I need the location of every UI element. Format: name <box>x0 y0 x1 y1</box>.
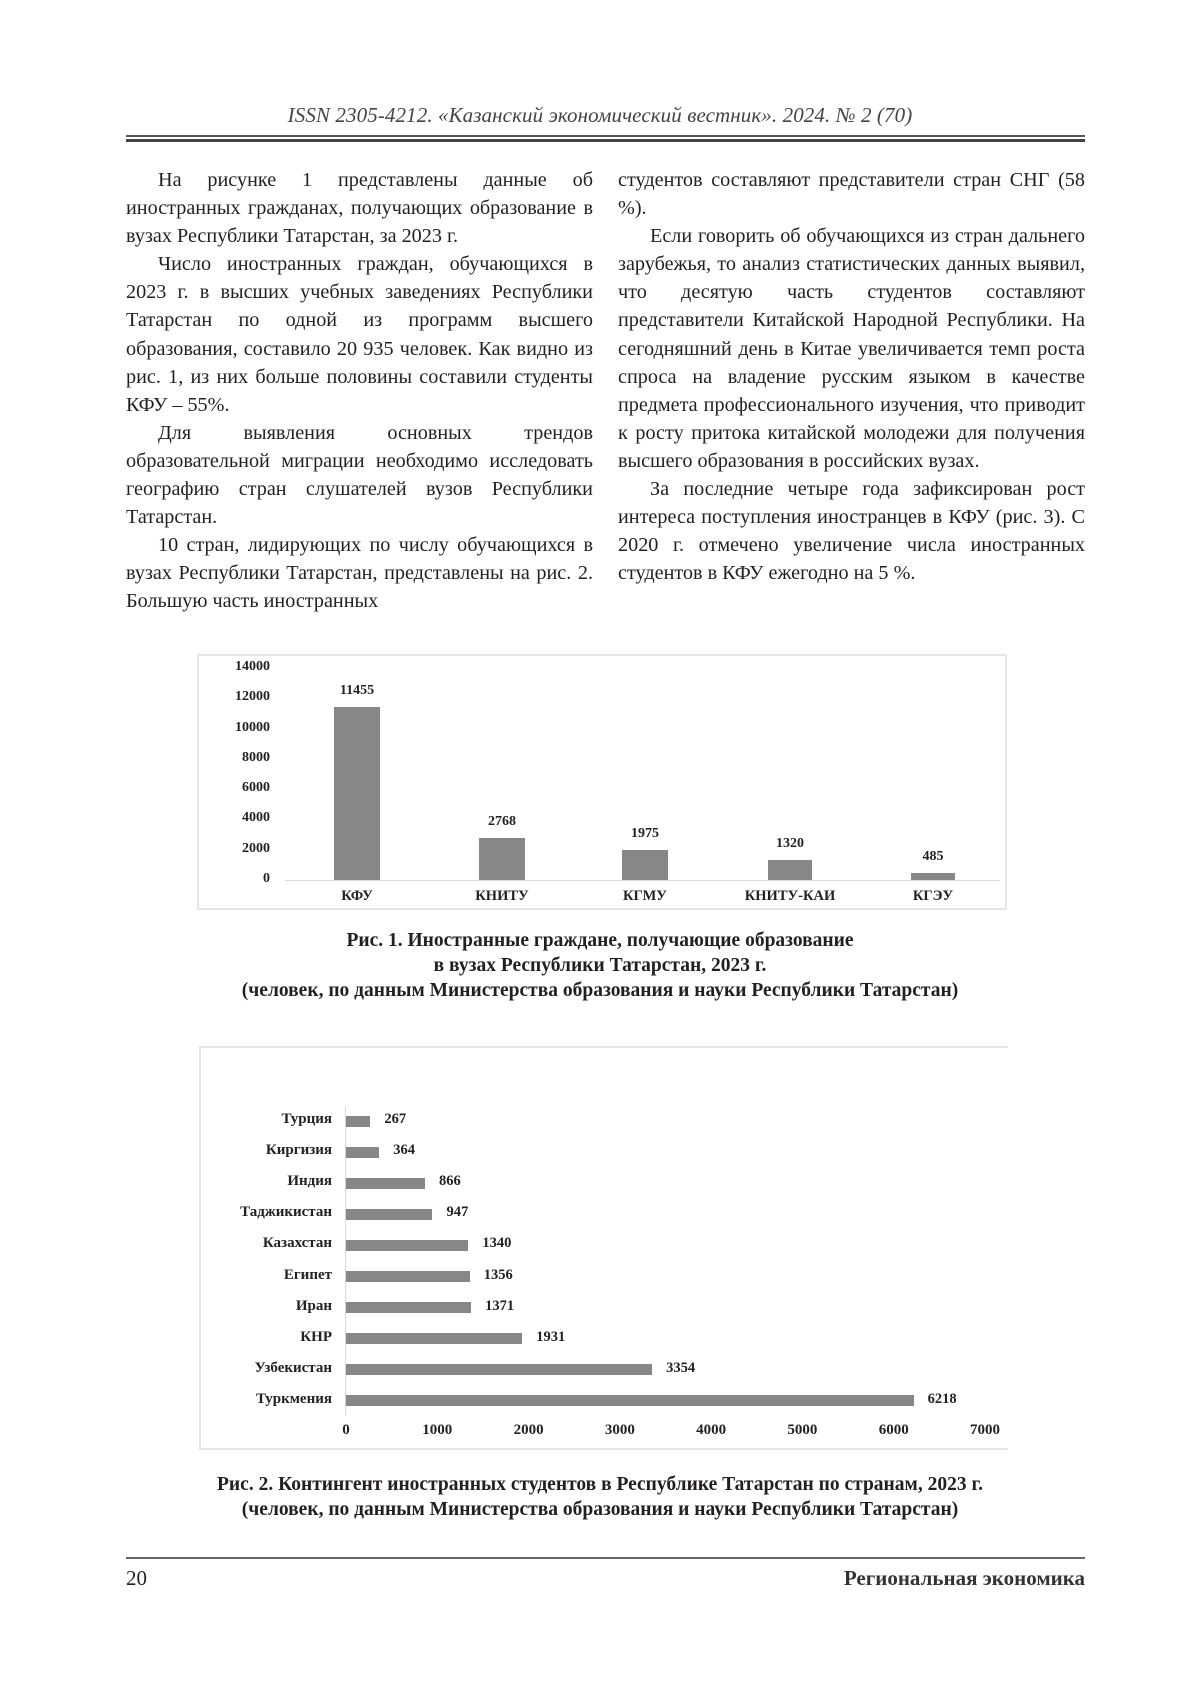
x-tick-label: 3000 <box>604 1422 635 1438</box>
x-tick-label: 1000 <box>422 1422 453 1438</box>
x-tick-label: 7000 <box>970 1422 1000 1438</box>
paragraph: На рисунке 1 представлены данные об иностранных гражданах, получающих образование в вузах Республики Татарстан, за 2023 г. <box>126 169 593 248</box>
bar-value-label: 866 <box>439 1173 461 1190</box>
y-tick-label: 14000 <box>235 659 270 674</box>
y-tick-label: 0 <box>263 871 270 886</box>
figure2-chart <box>199 1046 1008 1450</box>
caption-line: (человек, по данным Министерства образования и науки Республики Татарстан) <box>241 980 959 1001</box>
x-category-label: КНИТУ-КАИ <box>744 888 836 904</box>
y-tick-label: 8000 <box>242 749 270 765</box>
x-category-label: КГЭУ <box>912 888 954 904</box>
bar-value-label: 11455 <box>339 682 375 698</box>
paragraph: Если говорить об обучающихся из стран дальнего зарубежья, то анализ статистических данных выявил, что десятую часть студентов составляют представители Китайской Народной Республики. На сегодняшний день в Китае увеличивается темп роста спроса на владение русским языком в качестве предмета профессионального изучения, что приводит к росту притока китайской молодежи для получения высшего образования в российских вузах. <box>618 225 1085 472</box>
bar-value-label: 6218 <box>927 1390 957 1407</box>
x-category-label: КНИТУ <box>475 888 529 904</box>
left-column <box>126 166 593 616</box>
bar-value-label: 2768 <box>488 814 516 830</box>
y-category-label: КНР <box>300 1328 332 1345</box>
bar-value-label: 1371 <box>485 1297 515 1314</box>
header-rule-thick <box>126 139 1085 142</box>
y-tick-label: 12000 <box>235 689 270 705</box>
y-category-label: Туркмения <box>255 1390 332 1407</box>
y-tick-label: 10000 <box>235 719 270 735</box>
x-category-label: КГМУ <box>623 888 667 904</box>
page-number: 20 <box>126 1566 147 1590</box>
bar-value-label: 364 <box>393 1142 415 1159</box>
bar-value-label: 1931 <box>536 1328 566 1345</box>
y-category-label: Казахстан <box>262 1235 332 1252</box>
x-tick-label: 5000 <box>787 1422 818 1438</box>
y-category-label: Иран <box>295 1297 332 1314</box>
bar-value-label: 1975 <box>631 826 659 842</box>
paragraph: Для выявления основных трендов образовательной миграции необходимо исследовать географию стран слушателей вузов Республики Татарстан. <box>126 421 593 529</box>
caption-line: Рис. 1. Иностранные граждане, получающие образование <box>346 930 854 951</box>
y-category-label: Узбекистан <box>254 1359 332 1376</box>
figure1-chart <box>197 654 1007 910</box>
figure2-caption <box>0 1472 1200 1522</box>
x-tick-label: 4000 <box>696 1422 727 1438</box>
y-category-label: Турция <box>281 1111 332 1127</box>
y-category-label: Индия <box>287 1173 332 1190</box>
bar-value-label: 267 <box>384 1111 407 1127</box>
caption-line: в вузах Республики Татарстан, 2023 г. <box>433 955 767 976</box>
y-tick-label: 4000 <box>242 810 270 826</box>
section-title: Региональная экономика <box>843 1566 1085 1590</box>
journal-header: ISSN 2305-4212. «Казанский экономический вестник». 2024. № 2 (70) <box>287 103 913 127</box>
x-category-label: КФУ <box>341 888 373 904</box>
figure1-caption <box>0 928 1200 1003</box>
paragraph: Число иностранных граждан, обучающихся в 2023 г. в высших учебных заведениях Республики Татарстан по одной из программ высшего образования, составило 20 935 человек. Как видно из рис. 1, из них больше половины составили студенты КФУ – 55%. <box>126 253 593 416</box>
right-column <box>618 166 1085 587</box>
bar-value-label: 1356 <box>483 1266 513 1283</box>
bar-value-label: 485 <box>922 848 944 864</box>
y-category-label: Киргизия <box>265 1142 332 1159</box>
x-tick-label: 6000 <box>878 1422 909 1438</box>
paragraph: студентов составляют представители стран СНГ (58 %). <box>618 169 1085 220</box>
y-category-label: Египет <box>283 1266 332 1283</box>
x-tick-label: 2000 <box>513 1422 544 1438</box>
y-tick-label: 6000 <box>242 780 270 796</box>
header-rule <box>126 135 1085 137</box>
x-tick-label: 0 <box>342 1422 350 1438</box>
caption-line: Рис. 2. Контингент иностранных студентов в Республике Татарстан по странам, 2023 г. <box>217 1474 983 1495</box>
y-category-label: Таджикистан <box>240 1204 332 1221</box>
paragraph: 10 стран, лидирующих по числу обучающихся в вузах Республики Татарстан, представлены на рис. 2. Большую часть иностранных <box>126 534 593 613</box>
caption-line: (человек, по данным Министерства образования и науки Республики Татарстан) <box>241 1499 959 1520</box>
bar-value-label: 3354 <box>666 1359 696 1376</box>
footer-rule <box>126 1557 1085 1559</box>
bar-value-label: 1340 <box>482 1235 512 1252</box>
paragraph: За последние четыре года зафиксирован рост интереса поступления иностранцев в КФУ (рис. 3). С 2020 г. отмечено увеличение числа иностранных студентов в КФУ ежегодно на 5 %. <box>618 478 1085 585</box>
bar-value-label: 1320 <box>776 836 804 851</box>
y-tick-label: 2000 <box>242 840 270 856</box>
bar-value-label: 947 <box>446 1204 469 1221</box>
